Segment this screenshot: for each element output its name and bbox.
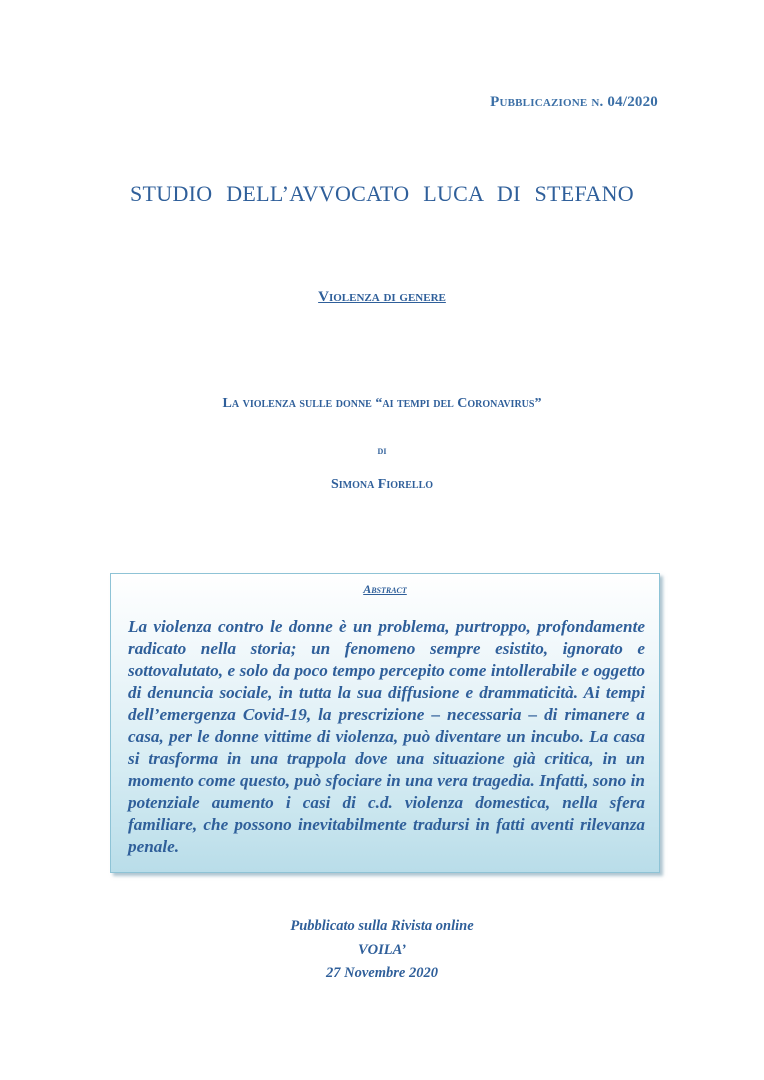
- footer-journal-name: VOILA’: [357, 942, 407, 958]
- abstract-box: [110, 573, 660, 873]
- footer-date: 27 Novembre 2020: [326, 965, 438, 981]
- article-title: La violenza sulle donne “ai tempi del Coronavirus”: [222, 396, 542, 411]
- abstract-label: Abstract: [363, 582, 407, 596]
- studio-title: STUDIO DELL’AVVOCATO LUCA DI STEFANO: [129, 181, 634, 206]
- abstract-text: La violenza contro le donne è un problema, purtroppo, profondamente radicato nella storia; un fenomeno sempre esistito, ignorato e sottovalutato, e solo da poco tempo percepito come intollerabile e oggetto di denuncia sociale, in tutta la sua diffusione e drammaticità. Ai tempi dell’emergenza Covid-19, la prescrizione – necessaria – di rimanere a casa, per le donne vittime di violenza, può diventare un incubo. La casa si trasforma in una trappola dove una situazione già critica, in un momento come questo, può sfociare in una vera tragedia. Infatti, sono in potenziale aumento i casi di c.d. violenza domestica, nella sfera familiare, che possono inevitabilmente tradursi in fatti aventi rilevanza penale.: [128, 617, 645, 856]
- author-name: Simona Fiorello: [330, 477, 434, 492]
- footer-published-line: Pubblicato sulla Rivista online: [290, 918, 474, 934]
- publication-number: Pubblicazione n. 04/2020: [490, 94, 658, 110]
- by-line: di: [377, 443, 387, 457]
- topic-heading: Violenza di genere: [318, 289, 446, 305]
